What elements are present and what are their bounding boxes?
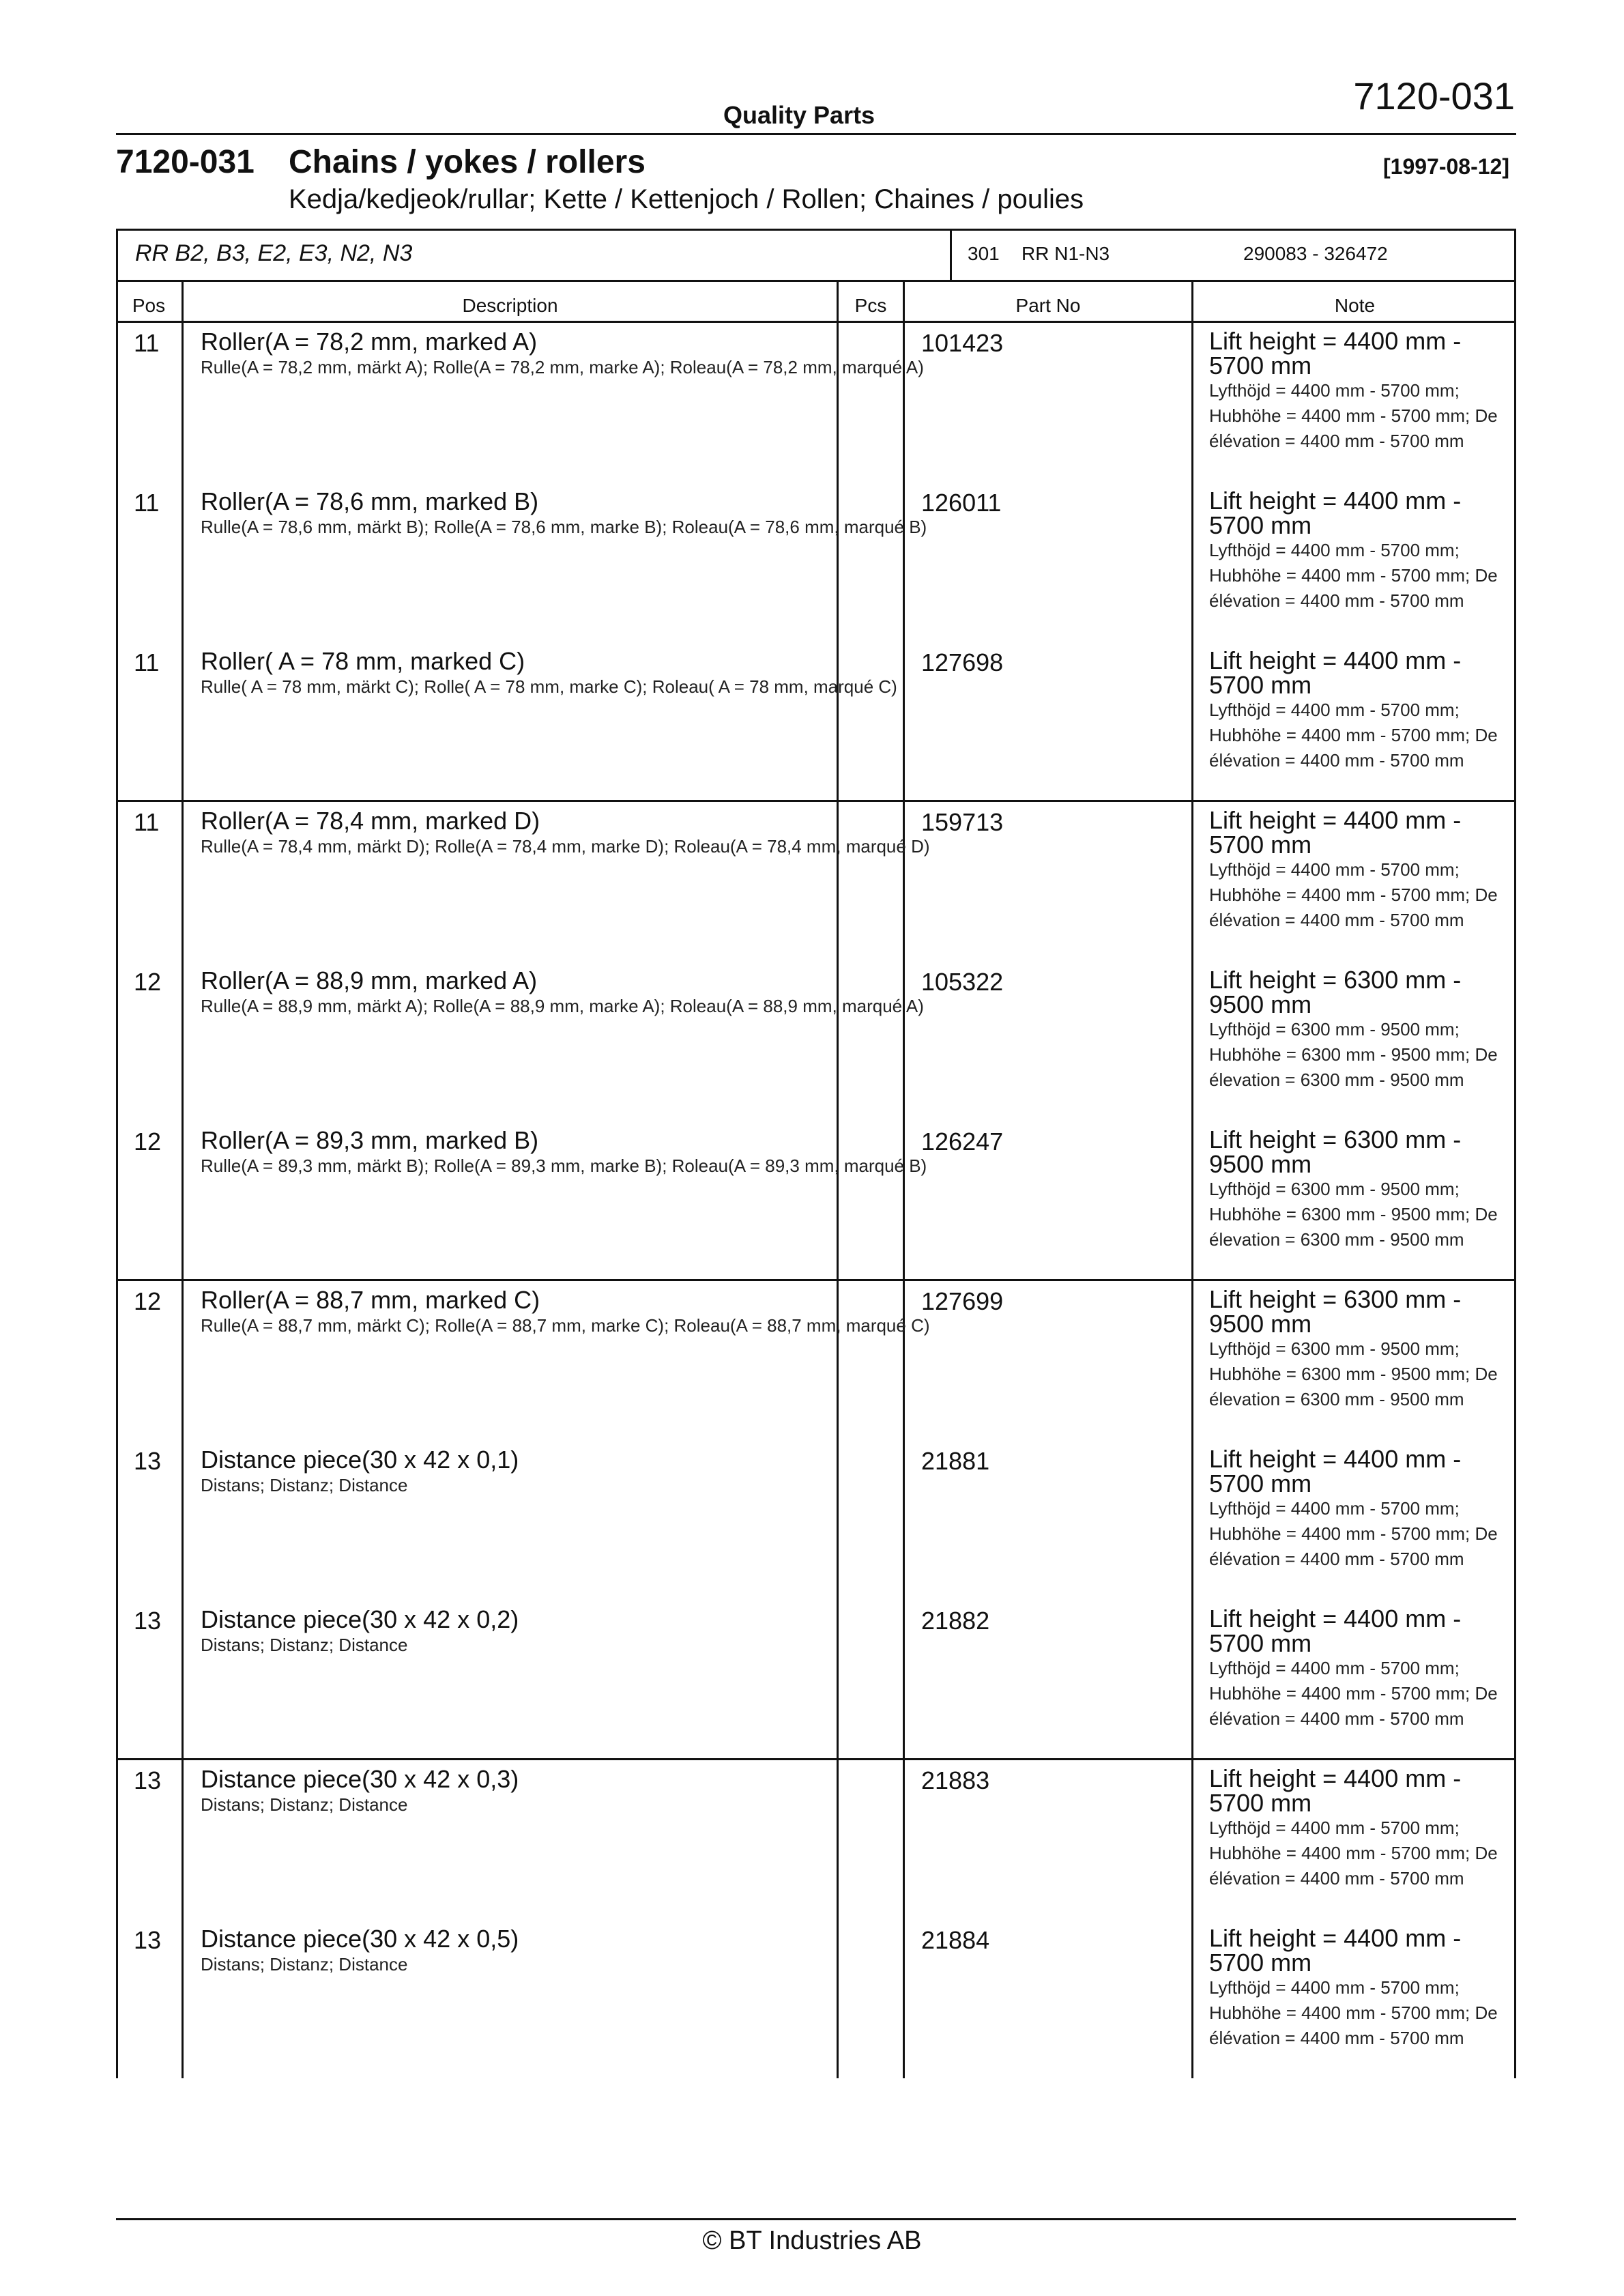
divider	[116, 280, 1516, 282]
description-text: Distance piece(30 x 42 x 0,3)	[201, 1765, 519, 1793]
description-translations: Rulle(A = 78,2 mm, märkt A); Rolle(A = 78,2 mm, marke A); Roleau(A = 78,2 mm, marqué A)	[201, 357, 924, 377]
row-description	[201, 648, 944, 700]
description-translations: Rulle(A = 89,3 mm, märkt B); Rolle(A = 89,3 mm, marke B); Roleau(A = 89,3 mm, marqué B)	[201, 1156, 927, 1176]
row-pos: 11	[134, 808, 160, 836]
row-note	[1209, 808, 1503, 933]
table-row	[116, 1603, 1516, 1762]
description-translations: Rulle(A = 88,9 mm, märkt A); Rolle(A = 88,9 mm, marke A); Roleau(A = 88,9 mm, marqué A)	[201, 996, 924, 1016]
spec-models: RR N1-N3	[1021, 243, 1110, 264]
description-translations: Distans; Distanz; Distance	[201, 1794, 408, 1815]
description-text: Roller(A = 88,7 mm, marked C)	[201, 1286, 540, 1314]
table-row	[116, 485, 1516, 644]
note-text: Lift height = 4400 mm - 5700 mm	[1209, 1445, 1462, 1497]
note-translations: Lyfthöjd = 6300 mm - 9500 mm; Hubhöhe = 6300 mm - 9500 mm; De élevation = 6300 mm - 9500 mm	[1209, 1019, 1498, 1090]
description-text: Roller(A = 89,3 mm, marked B)	[201, 1126, 539, 1154]
column-header-pos: Pos	[132, 295, 166, 316]
row-pos: 11	[134, 648, 160, 676]
serial-range: 290083 - 326472	[1243, 243, 1388, 264]
description-text: Distance piece(30 x 42 x 0,1)	[201, 1446, 519, 1474]
note-text: Lift height = 6300 mm - 9500 mm	[1209, 966, 1462, 1018]
note-translations: Lyfthöjd = 4400 mm - 5700 mm; Hubhöhe = 4400 mm - 5700 mm; De élévation = 4400 mm - 5700 mm	[1209, 700, 1498, 771]
divider	[116, 321, 1516, 323]
row-description	[201, 808, 944, 859]
row-note	[1209, 1447, 1503, 1572]
row-part-number: 21884	[921, 1926, 990, 1954]
row-description	[201, 968, 944, 1019]
row-description	[201, 1287, 944, 1338]
description-text: Roller(A = 78,6 mm, marked B)	[201, 487, 539, 515]
note-text: Lift height = 6300 mm - 9500 mm	[1209, 1125, 1462, 1178]
row-pos: 13	[134, 1447, 162, 1475]
row-note	[1209, 1926, 1503, 2051]
description-text: Roller(A = 78,2 mm, marked A)	[201, 328, 538, 356]
description-text: Distance piece(30 x 42 x 0,2)	[201, 1605, 519, 1633]
row-description	[201, 489, 944, 540]
divider	[950, 229, 952, 280]
doc-title: Chains / yokes / rollers	[289, 144, 646, 180]
footer-copyright: © BT Industries AB	[702, 2226, 922, 2255]
row-pos: 12	[134, 968, 162, 996]
description-translations: Rulle(A = 78,4 mm, märkt D); Rolle(A = 78,4 mm, marke D); Roleau(A = 78,4 mm, marqué D)	[201, 836, 930, 857]
row-pos: 11	[134, 329, 160, 357]
note-translations: Lyfthöjd = 4400 mm - 5700 mm; Hubhöhe = 4400 mm - 5700 mm; De élévation = 4400 mm - 5700 mm	[1209, 859, 1498, 930]
note-text: Lift height = 4400 mm - 5700 mm	[1209, 646, 1462, 699]
bottom-rule	[116, 2218, 1516, 2220]
row-part-number: 21881	[921, 1447, 990, 1475]
row-part-number: 21883	[921, 1766, 990, 1794]
row-part-number: 105322	[921, 968, 1004, 996]
note-translations: Lyfthöjd = 4400 mm - 5700 mm; Hubhöhe = 4400 mm - 5700 mm; De élévation = 4400 mm - 5700 mm	[1209, 1498, 1498, 1569]
row-description	[201, 1128, 944, 1179]
note-translations: Lyfthöjd = 4400 mm - 5700 mm; Hubhöhe = 4400 mm - 5700 mm; De élévation = 4400 mm - 5700 mm	[1209, 380, 1498, 451]
row-part-number: 126247	[921, 1128, 1004, 1156]
note-translations: Lyfthöjd = 6300 mm - 9500 mm; Hubhöhe = 6300 mm - 9500 mm; De élevation = 6300 mm - 9500 mm	[1209, 1179, 1498, 1250]
column-header-part-no: Part No	[1015, 295, 1081, 316]
column-header-note: Note	[1334, 295, 1376, 316]
note-text: Lift height = 4400 mm - 5700 mm	[1209, 487, 1462, 539]
row-note	[1209, 329, 1503, 454]
spec-code: 301	[968, 243, 1000, 264]
note-text: Lift height = 4400 mm - 5700 mm	[1209, 327, 1462, 379]
row-pos: 12	[134, 1287, 162, 1315]
doc-code: 7120-031	[116, 144, 255, 180]
row-pos: 13	[134, 1766, 162, 1794]
note-translations: Lyfthöjd = 6300 mm - 9500 mm; Hubhöhe = 6300 mm - 9500 mm; De élevation = 6300 mm - 9500 mm	[1209, 1338, 1498, 1409]
description-translations: Distans; Distanz; Distance	[201, 1475, 408, 1495]
row-part-number: 127698	[921, 648, 1004, 676]
row-note	[1209, 1607, 1503, 1732]
row-part-number: 21882	[921, 1607, 990, 1635]
description-text: Roller(A = 78,4 mm, marked D)	[201, 807, 540, 835]
model-range: RR B2, B3, E2, E3, N2, N3	[135, 240, 413, 266]
note-text: Lift height = 4400 mm - 5700 mm	[1209, 1605, 1462, 1657]
row-pos: 11	[134, 489, 160, 517]
top-rule	[116, 133, 1516, 135]
column-header-pcs: Pcs	[854, 295, 887, 316]
note-text: Lift height = 6300 mm - 9500 mm	[1209, 1285, 1462, 1338]
description-text: Distance piece(30 x 42 x 0,5)	[201, 1925, 519, 1953]
doc-subtitle: Kedja/kedjeok/rullar; Kette / Kettenjoch / Rollen; Chaines / poulies	[289, 184, 1084, 214]
row-note	[1209, 1125, 1503, 1252]
note-text: Lift height = 4400 mm - 5700 mm	[1209, 1924, 1462, 1977]
row-part-number: 126011	[921, 489, 1002, 517]
table-row	[116, 325, 1516, 485]
description-translations: Rulle( A = 78 mm, märkt C); Rolle( A = 78 mm, marke C); Roleau( A = 78 mm, marqué C)	[201, 676, 897, 697]
description-text: Roller( A = 78 mm, marked C)	[201, 647, 525, 675]
table-row	[116, 964, 1516, 1123]
description-translations: Distans; Distanz; Distance	[201, 1635, 408, 1655]
row-description	[201, 329, 944, 380]
note-translations: Lyfthöjd = 4400 mm - 5700 mm; Hubhöhe = 4400 mm - 5700 mm; De élévation = 4400 mm - 5700 mm	[1209, 540, 1498, 611]
table-row	[116, 644, 1516, 804]
description-translations: Rulle(A = 88,7 mm, märkt C); Rolle(A = 88,7 mm, marke C); Roleau(A = 88,7 mm, marqué C)	[201, 1315, 930, 1336]
table-row	[116, 1123, 1516, 1283]
row-description	[201, 1926, 944, 1977]
section-title: Quality Parts	[723, 101, 875, 129]
row-pos: 13	[134, 1607, 162, 1635]
row-pos: 12	[134, 1128, 162, 1156]
row-description	[201, 1607, 944, 1658]
description-translations: Distans; Distanz; Distance	[201, 1954, 408, 1975]
row-pos: 13	[134, 1926, 162, 1954]
row-note	[1209, 648, 1503, 773]
row-note	[1209, 1287, 1503, 1412]
doc-date: [1997-08-12]	[1383, 154, 1509, 179]
description-text: Roller(A = 88,9 mm, marked A)	[201, 966, 538, 994]
note-translations: Lyfthöjd = 4400 mm - 5700 mm; Hubhöhe = 4400 mm - 5700 mm; De élévation = 4400 mm - 5700 mm	[1209, 1818, 1498, 1889]
description-translations: Rulle(A = 78,6 mm, märkt B); Rolle(A = 78,6 mm, marke B); Roleau(A = 78,6 mm, marqué B)	[201, 517, 927, 537]
note-translations: Lyfthöjd = 4400 mm - 5700 mm; Hubhöhe = 4400 mm - 5700 mm; De élévation = 4400 mm - 5700 mm	[1209, 1658, 1498, 1729]
table-row	[116, 804, 1516, 964]
note-translations: Lyfthöjd = 4400 mm - 5700 mm; Hubhöhe = 4400 mm - 5700 mm; De élévation = 4400 mm - 5700 mm	[1209, 1977, 1498, 2048]
row-note	[1209, 489, 1503, 614]
note-text: Lift height = 4400 mm - 5700 mm	[1209, 806, 1462, 859]
row-description	[201, 1766, 944, 1818]
row-note	[1209, 1766, 1503, 1891]
table-row	[116, 1762, 1516, 1922]
table-row	[116, 1922, 1516, 2082]
column-header-description: Description	[462, 295, 558, 316]
table-row	[116, 1443, 1516, 1603]
page-number: 7120-031	[1353, 74, 1515, 117]
table-row	[116, 1283, 1516, 1443]
row-description	[201, 1447, 944, 1498]
row-part-number: 127699	[921, 1287, 1004, 1315]
row-part-number: 159713	[921, 808, 1004, 836]
row-note	[1209, 968, 1503, 1093]
note-text: Lift height = 4400 mm - 5700 mm	[1209, 1764, 1462, 1817]
row-part-number: 101423	[921, 329, 1004, 357]
